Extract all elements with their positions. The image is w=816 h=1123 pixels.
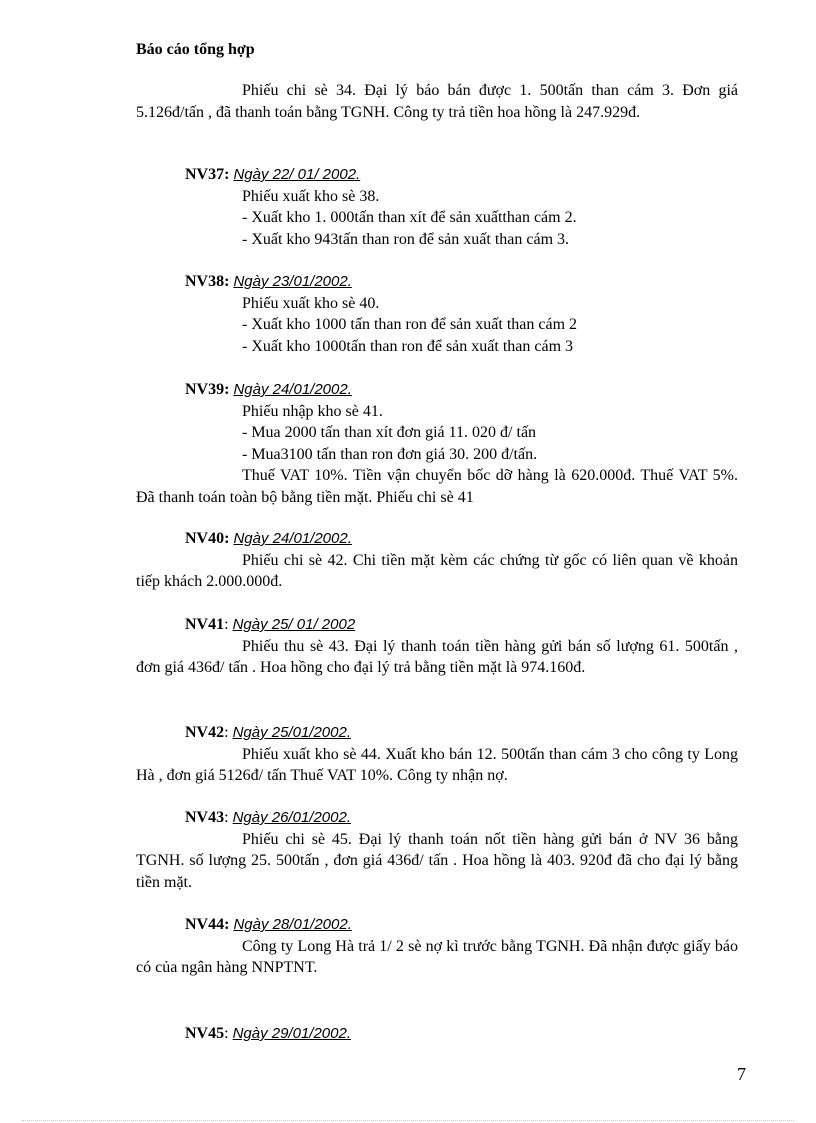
intro-block <box>136 80 738 123</box>
entry-label: NV37: <box>185 166 230 183</box>
entry-date: Ngày 29/01/2002. <box>232 1025 351 1042</box>
entry-label: NV44: <box>185 916 230 933</box>
entry-nv38 <box>136 271 738 357</box>
entry-line: Phiếu xuất kho sè 40. <box>242 294 380 312</box>
entry-line: - Xuất kho 1000tấn than ron để sản xuất than cám 3 <box>242 337 574 355</box>
entry-line: - Mua 2000 tấn than xít đơn giá 11. 020 đ/ tấn <box>242 424 537 441</box>
entry-label: NV40: <box>185 530 230 547</box>
page-bottom-divider <box>22 1120 794 1121</box>
entry-date: Ngày 25/ 01/ 2002 <box>232 616 356 633</box>
entry-date: Ngày 25/01/2002. <box>232 724 351 741</box>
entry-paragraph: Thuế VAT 10%. Tiền vận chuyển bốc dỡ hàng là 620.000đ. Thuế VAT 5%. Đã thanh toán toàn bộ bằng tiền mặt. Phiếu chi sè 41 <box>136 467 738 506</box>
entry-nv44 <box>136 914 738 979</box>
entry-label: NV38: <box>185 273 230 290</box>
entry-nv45: NV45: Ngày 29/01/2002. <box>185 1025 351 1042</box>
intro-paragraph: Phiếu chi sè 34. Đại lý báo bán được 1. 500tấn than cám 3. Đơn giá 5.126đ/tấn , đã thanh toán bằng TGNH. Công ty trả tiền hoa hồng là 247.929đ. <box>136 82 738 121</box>
entry-date: Ngày 23/01/2002. <box>233 273 352 290</box>
page-number: 7 <box>737 1064 746 1084</box>
entry-date: Ngày 24/01/2002. <box>233 530 352 547</box>
entry-label: NV41 <box>185 616 225 633</box>
entry-line: Phiếu nhập kho sè 41. <box>242 402 383 420</box>
entry-paragraph: Phiếu xuất kho sè 44. Xuất kho bán 12. 500tấn than cám 3 cho công ty Long Hà , đơn giá 5126đ/ tấn Thuế VAT 10%. Công ty nhận nợ. <box>136 745 738 784</box>
entry-nv40 <box>136 528 738 593</box>
entry-date: Ngày 24/01/2002. <box>233 381 352 398</box>
entry-nv43: NV43: Ngày 26/01/2002. Phiếu chi sè 45. Đại lý thanh toán nốt tiền hàng gửi bán ở NV 36 bằng TGNH. số lượng 25. 500tấn , đơn giá 436đ/ tấn . Hoa hồng là 403. 920đ đã cho đại lý bằng tiền mặt. <box>136 807 738 893</box>
entry-nv37 <box>136 164 738 250</box>
entry-line: - Xuất kho 1000 tấn than ron để sản xuất than cám 2 <box>242 316 578 333</box>
entry-paragraph: Phiếu thu sè 43. Đại lý thanh toán tiền hàng gửi bán số lượng 61. 500tấn , đơn giá 436đ/ tấn . Hoa hồng cho đại lý trả bằng tiền mặt là 974.160đ. <box>136 637 738 676</box>
entry-nv39 <box>136 379 738 508</box>
entry-date: Ngày 28/01/2002. <box>233 916 352 933</box>
entry-paragraph: Phiếu chi sè 42. Chi tiền mặt kèm các chứng từ gốc có liên quan về khoản tiếp khách 2.000.000đ. <box>136 551 738 590</box>
entry-nv42: NV42: Ngày 25/01/2002. Phiếu xuất kho sè 44. Xuất kho bán 12. 500tấn than cám 3 cho công ty Long Hà , đơn giá 5126đ/ tấn Thuế VAT 10%. Công ty nhận nợ. <box>136 722 738 787</box>
entry-paragraph: Công ty Long Hà trả 1/ 2 sè nợ kì trước bằng TGNH. Đã nhận được giấy báo có của ngân hàng NNPTNT. <box>136 937 738 976</box>
entry-line: - Mua3100 tấn than ron đơn giá 30. 200 đ/tấn. <box>242 445 538 463</box>
entry-date: Ngày 26/01/2002. <box>232 809 351 826</box>
entry-label: NV42 <box>185 724 225 741</box>
entry-nv41: NV41: Ngày 25/ 01/ 2002 Phiếu thu sè 43. Đại lý thanh toán tiền hàng gửi bán số lượng 61. 500tấn , đơn giá 436đ/ tấn . Hoa hồng cho đại lý trả bằng tiền mặt là 974.160đ. <box>136 614 738 679</box>
entry-label: NV45 <box>185 1025 225 1042</box>
report-title: Báo cáo tổng hợp <box>136 41 255 58</box>
entry-paragraph: Phiếu chi sè 45. Đại lý thanh toán nốt tiền hàng gửi bán ở NV 36 bằng TGNH. số lượng 25. 500tấn , đơn giá 436đ/ tấn . Hoa hồng là 403. 920đ đã cho đại lý bằng tiền mặt. <box>136 830 738 891</box>
entry-line: - Xuất kho 943tấn than ron để sản xuất than cám 3. <box>242 230 570 248</box>
entry-line: - Xuất kho 1. 000tấn than xít để sản xuấtthan cám 2. <box>242 209 577 226</box>
entry-label: NV39: <box>185 381 230 398</box>
entry-label: NV43 <box>185 809 225 826</box>
entry-line: Phiếu xuất kho sè 38. <box>242 187 380 205</box>
entry-date: Ngày 22/ 01/ 2002. <box>233 166 361 183</box>
